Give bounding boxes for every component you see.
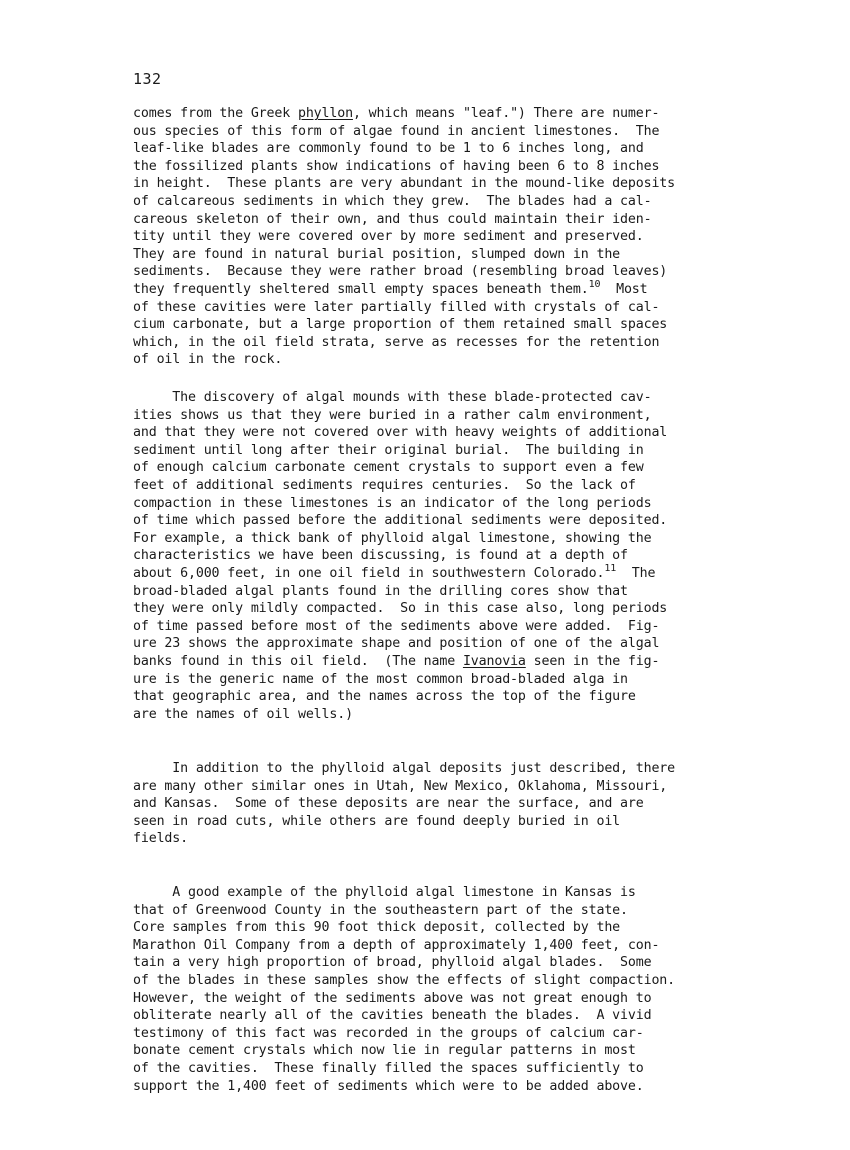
text-segment: characteristics we have been discussing, is found at a depth of bbox=[133, 548, 628, 564]
text-line bbox=[133, 972, 733, 990]
text-line bbox=[133, 902, 733, 920]
text-segment: seen in road cuts, while others are found deeply buried in oil bbox=[133, 813, 621, 829]
text-line bbox=[133, 193, 733, 211]
text-segment: of the cavities. These finally filled the spaces sufficiently to bbox=[133, 1060, 644, 1076]
text-line bbox=[133, 140, 733, 158]
text-line bbox=[133, 389, 733, 407]
text-segment: they frequently sheltered small empty spaces beneath them. bbox=[133, 281, 589, 297]
text-line bbox=[133, 795, 733, 813]
text-segment: leaf-like blades are commonly found to be 1 to 6 inches long, and bbox=[133, 141, 644, 157]
text-line bbox=[133, 813, 733, 831]
text-line bbox=[133, 442, 733, 460]
text-line bbox=[133, 1007, 733, 1025]
text-line bbox=[133, 512, 733, 530]
text-line bbox=[133, 884, 733, 902]
text-segment: Core samples from this 90 foot thick deposit, collected by the bbox=[133, 920, 621, 936]
text-segment: seen in the fig- bbox=[525, 653, 660, 669]
text-segment: and that they were not covered over with heavy weights of additional bbox=[133, 425, 668, 441]
text-segment: of time which passed before the additional sediments were deposited. bbox=[133, 513, 668, 529]
text-line bbox=[133, 562, 733, 583]
text-segment: of these cavities were later partially filled with crystals of cal- bbox=[133, 299, 660, 315]
page-number: 132 bbox=[133, 70, 162, 88]
text-segment: obliterate nearly all of the cavities beneath the blades. A vivid bbox=[133, 1008, 652, 1024]
text-line bbox=[133, 778, 733, 796]
text-segment: that geographic area, and the names across the top of the figure bbox=[133, 689, 636, 705]
footnote-marker: 10 bbox=[588, 278, 601, 290]
text-line bbox=[133, 1042, 733, 1060]
text-segment: Most bbox=[600, 281, 648, 297]
text-line bbox=[133, 105, 733, 123]
text-segment: tain a very high proportion of broad, phylloid algal blades. Some bbox=[133, 955, 652, 971]
text-segment: sediments. Because they were rather broad (resembling broad leaves) bbox=[133, 264, 668, 280]
text-segment: Marathon Oil Company from a depth of approximately 1,400 feet, con- bbox=[133, 937, 660, 953]
text-segment: ure 23 shows the approximate shape and position of one of the algal bbox=[133, 636, 660, 652]
text-line bbox=[133, 1025, 733, 1043]
text-line bbox=[133, 1078, 733, 1096]
text-segment: bonate cement crystals which now lie in regular patterns in most bbox=[133, 1043, 636, 1059]
text-segment: ous species of this form of algae found in ancient limestones. The bbox=[133, 123, 660, 139]
text-line bbox=[133, 635, 733, 653]
text-line bbox=[133, 477, 733, 495]
text-segment: of time passed before most of the sediments above were added. Fig- bbox=[133, 618, 660, 634]
text-line bbox=[133, 351, 733, 369]
text-segment: cium carbonate, but a large proportion of them retained small spaces bbox=[133, 317, 668, 333]
text-line bbox=[133, 688, 733, 706]
text-segment: support the 1,400 feet of sediments which were to be added above. bbox=[133, 1078, 644, 1094]
text-segment: banks found in this oil field. (The name bbox=[133, 653, 463, 669]
text-segment: testimony of this fact was recorded in the groups of calcium car- bbox=[133, 1025, 644, 1041]
text-line bbox=[133, 175, 733, 193]
text-segment: in height. These plants are very abundant in the mound-like deposits bbox=[133, 176, 676, 192]
text-segment: fields. bbox=[133, 831, 188, 847]
text-segment: of the blades in these samples show the effects of slight compaction. bbox=[133, 972, 676, 988]
text-segment: feet of additional sediments requires centuries. So the lack of bbox=[133, 477, 636, 493]
text-line bbox=[133, 495, 733, 513]
text-line bbox=[133, 547, 733, 565]
text-line bbox=[133, 228, 733, 246]
text-line bbox=[133, 600, 733, 618]
text-segment: are many other similar ones in Utah, New Mexico, Oklahoma, Missouri, bbox=[133, 778, 668, 794]
text-line bbox=[133, 990, 733, 1008]
text-segment: that of Greenwood County in the southeastern part of the state. bbox=[133, 902, 628, 918]
text-segment: A good example of the phylloid algal limestone in Kansas is bbox=[133, 885, 636, 900]
text-line bbox=[133, 459, 733, 477]
text-segment: about 6,000 feet, in one oil field in southwestern Colorado. bbox=[133, 565, 605, 581]
text-segment: tity until they were covered over by more sediment and preserved. bbox=[133, 229, 644, 245]
text-line bbox=[133, 278, 733, 299]
text-segment: They are found in natural burial position, slumped down in the bbox=[133, 246, 621, 262]
text-segment: the fossilized plants show indications of having been 6 to 8 inches bbox=[133, 158, 660, 174]
text-line bbox=[133, 583, 733, 601]
text-line bbox=[133, 211, 733, 229]
text-line bbox=[133, 407, 733, 425]
text-line bbox=[133, 263, 733, 281]
text-line bbox=[133, 937, 733, 955]
text-line bbox=[133, 334, 733, 352]
text-segment: ure is the generic name of the most common broad-bladed alga in bbox=[133, 671, 628, 687]
text-segment: ities shows us that they were buried in a rather calm environment, bbox=[133, 407, 652, 423]
footnote-marker: 11 bbox=[604, 562, 617, 574]
text-line bbox=[133, 653, 733, 671]
text-segment: of calcareous sediments in which they grew. The blades had a cal- bbox=[133, 193, 652, 209]
text-segment: broad-bladed algal plants found in the drilling cores show that bbox=[133, 583, 628, 599]
paragraph-3 bbox=[133, 760, 733, 848]
text-line bbox=[133, 1060, 733, 1078]
text-segment: , which means "leaf.") There are numer- bbox=[352, 106, 660, 121]
text-line bbox=[133, 530, 733, 548]
text-line bbox=[133, 706, 733, 724]
text-line bbox=[133, 158, 733, 176]
text-segment: of oil in the rock. bbox=[133, 352, 283, 368]
text-segment: are the names of oil wells.) bbox=[133, 706, 353, 722]
text-line bbox=[133, 830, 733, 848]
text-line bbox=[133, 760, 733, 778]
text-line bbox=[133, 123, 733, 141]
text-segment: and Kansas. Some of these deposits are near the surface, and are bbox=[133, 796, 644, 812]
text-line bbox=[133, 618, 733, 636]
text-segment: careous skeleton of their own, and thus could maintain their iden- bbox=[133, 211, 652, 227]
text-line bbox=[133, 316, 733, 334]
text-line bbox=[133, 424, 733, 442]
text-segment: In addition to the phylloid algal deposits just described, there bbox=[133, 761, 676, 776]
text-line bbox=[133, 246, 733, 264]
text-segment: For example, a thick bank of phylloid algal limestone, showing the bbox=[133, 530, 652, 546]
paragraph-1 bbox=[133, 105, 733, 369]
text-segment: which, in the oil field strata, serve as recesses for the retention bbox=[133, 334, 660, 350]
text-segment: of enough calcium carbonate cement crystals to support even a few bbox=[133, 460, 644, 476]
text-segment: sediment until long after their original burial. The building in bbox=[133, 442, 644, 458]
text-segment: comes from the Greek bbox=[133, 106, 298, 121]
underlined-term: Ivanovia bbox=[462, 653, 526, 669]
text-line bbox=[133, 671, 733, 689]
text-segment: The bbox=[616, 565, 656, 581]
underlined-term: phyllon bbox=[297, 106, 353, 121]
text-segment: they were only mildly compacted. So in this case also, long periods bbox=[133, 601, 668, 617]
paragraph-2 bbox=[133, 389, 733, 723]
text-segment: compaction in these limestones is an indicator of the long periods bbox=[133, 495, 652, 511]
text-line bbox=[133, 919, 733, 937]
paragraph-4 bbox=[133, 884, 733, 1095]
text-line bbox=[133, 954, 733, 972]
text-line bbox=[133, 299, 733, 317]
text-segment: However, the weight of the sediments above was not great enough to bbox=[133, 990, 652, 1006]
text-segment: The discovery of algal mounds with these blade-protected cav- bbox=[133, 390, 652, 405]
